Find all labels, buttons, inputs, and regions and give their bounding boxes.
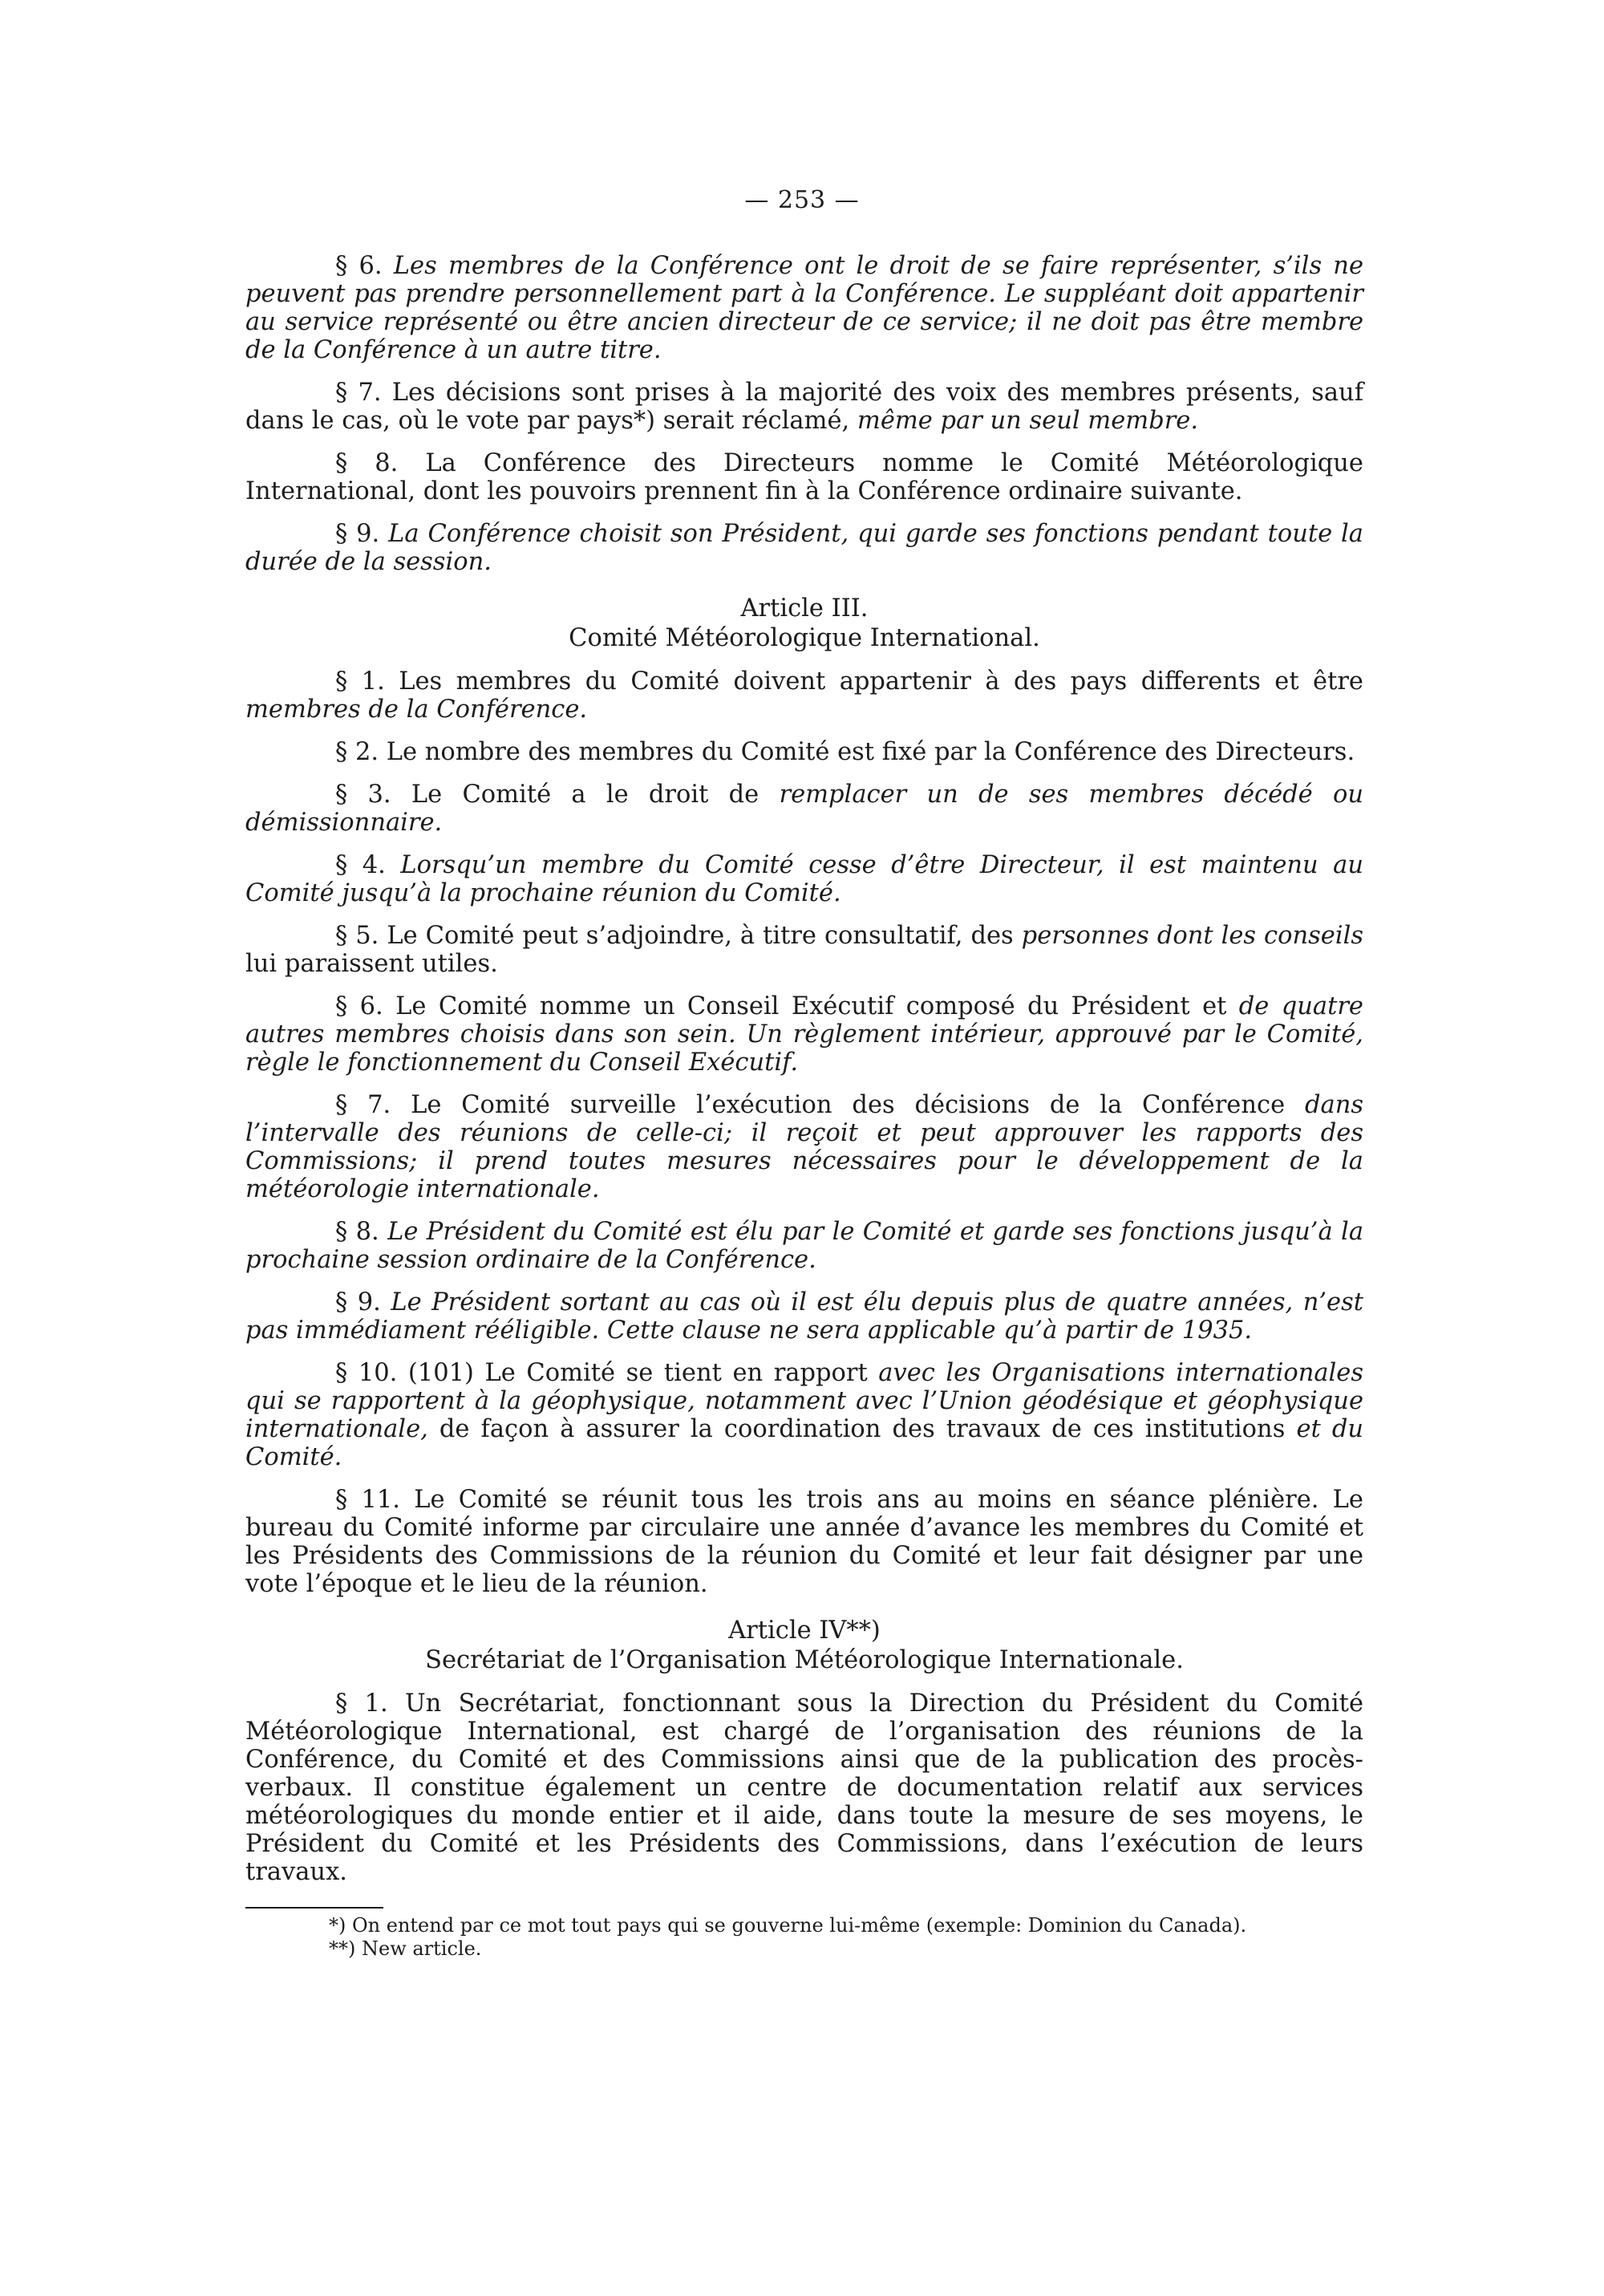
footnote-divider	[245, 1907, 383, 1909]
paragraph-number: § 8.	[335, 449, 426, 477]
paragraph	[245, 1359, 1363, 1471]
article-4-heading	[245, 1616, 1363, 1675]
italic-text: La Conférence choisit son Président, qui garde ses fonctions pendant toute la durée de la session.	[245, 520, 1363, 576]
paragraph	[245, 449, 1363, 505]
italic-text: Le Président sortant au cas où il est élu depuis plus de quatre années, n’est pas immédiament rééligible. Cette clause ne sera applicable qu’à partir de 1935.	[245, 1288, 1363, 1345]
paragraph	[245, 1091, 1363, 1203]
paragraph	[245, 922, 1363, 978]
footnote: **) New article.	[329, 1937, 482, 1960]
italic-text: membres de la Conférence.	[245, 696, 588, 724]
body-text: Le Comité surveille l’exécution des décisions de la Conférence	[411, 1091, 1305, 1119]
paragraph	[245, 379, 1363, 435]
paragraph	[245, 1218, 1363, 1274]
body-text: Le Comité nomme un Conseil Exécutif composé du Président et	[395, 992, 1239, 1020]
document-body	[245, 252, 1363, 1961]
article-subtitle: Comité Météorologique International.	[569, 624, 1040, 652]
italic-text: Le Président du Comité est élu par le Comité et garde ses fonctions jusqu’à la prochaine session ordinaire de la Conférence.	[245, 1218, 1363, 1274]
paragraph-number: § 7.	[335, 379, 392, 407]
body-text: de façon à assurer la coordination des travaux de ces institutions	[427, 1415, 1297, 1443]
body-text: Les décisions sont prises à la majorité des voix des membres présents, sauf dans le cas, où le vote par pays*) serait réclamé,	[245, 379, 1363, 435]
paragraph-number: § 1.	[335, 1690, 405, 1718]
footnote: *) On entend par ce mot tout pays qui se gouverne lui-même (exemple: Dominion du Canada).	[329, 1914, 1247, 1937]
italic-text: remplacer un de ses membres décédé ou démissionnaire.	[245, 781, 1363, 837]
italic-text: Lorsqu’un membre du Comité cesse d’être Directeur, il est maintenu au Comité jusqu’à la prochaine réunion du Comité.	[245, 851, 1363, 907]
paragraph-number: § 6.	[335, 252, 394, 280]
paragraph	[245, 667, 1363, 724]
body-text: lui paraissent utiles.	[245, 950, 498, 978]
body-text: Le Comité se réunit tous les trois ans au moins en séance plénière. Le bureau du Comité informe par circulaire une année d’avance les membres du Comité et les Présidents des Commissions de la réunion du Comité et leur fait désigner par une vote l’époque et le lieu de la réunion.	[245, 1486, 1363, 1598]
italic-text: même par un seul membre.	[857, 407, 1199, 435]
paragraph-number: § 4.	[335, 851, 401, 879]
italic-text: avec les Organisations internationales qui se rapportent à la géophysique, notamment avec l’Union géodésique et géophysique internationale,	[245, 1359, 1363, 1443]
paragraph	[245, 851, 1363, 907]
paragraph	[245, 1288, 1363, 1345]
article-3-heading	[245, 594, 1363, 653]
paragraph	[245, 1486, 1363, 1598]
paragraph	[245, 781, 1363, 837]
paragraph-number: § 6.	[335, 992, 396, 1020]
paragraph-number: § 9.	[335, 520, 389, 548]
paragraph	[245, 738, 1363, 766]
italic-text: de quatre autres membres choisis dans son sein. Un règlement intérieur, approuvé par le Comité, règle le fonctionnement du Conseil Exécutif.	[245, 992, 1363, 1077]
section-article-3	[245, 667, 1363, 1598]
article-title: Article IV**)	[728, 1617, 881, 1645]
page-number: — 253 —	[744, 186, 860, 214]
paragraph-number: § 11.	[335, 1486, 415, 1514]
paragraph-number: § 2.	[335, 738, 387, 766]
paragraph-number: § 8.	[335, 1218, 388, 1246]
paragraph-number: § 7.	[335, 1091, 411, 1119]
body-text: Le Comité a le droit de	[411, 781, 780, 809]
italic-text: personnes dont les conseils	[1021, 922, 1364, 950]
italic-text: et du Comité.	[245, 1415, 1363, 1471]
article-subtitle: Secrétariat de l’Organisation Météorologique Internationale.	[425, 1646, 1184, 1674]
paragraph-number: § 10.	[335, 1359, 408, 1387]
body-text: Les membres du Comité doivent appartenir à des pays differents et être	[399, 667, 1363, 696]
italic-text: dans l’intervalle des réunions de celle-ci; il reçoit et peut approuver les rapports des Commissions; il prend toutes mesures nécessaires pour le développement de la météorologie internationale.	[245, 1091, 1363, 1203]
paragraph	[245, 520, 1363, 576]
paragraph	[245, 252, 1363, 364]
paragraph-number: § 9.	[335, 1288, 391, 1316]
paragraph	[245, 992, 1363, 1077]
paragraph-number: § 1.	[335, 667, 399, 696]
paragraph	[245, 1690, 1363, 1886]
article-title: Article III.	[740, 594, 869, 623]
italic-text: Les membres de la Conférence ont le droit de se faire représenter, s’ils ne peuvent pas prendre personnellement part à la Conférence. Le suppléant doit appartenir au service représenté ou être ancien directeur de ce service; il ne doit pas être membre de la Conférence à un autre titre.	[245, 252, 1363, 364]
body-text: Le Comité peut s’adjoindre, à titre consultatif, des	[387, 922, 1022, 950]
section-article-4	[245, 1690, 1363, 1886]
body-text: Le nombre des membres du Comité est fixé par la Conférence des Directeurs.	[386, 738, 1355, 766]
body-text: Un Secrétariat, fonctionnant sous la Direction du Président du Comité Météorologique International, est chargé de l’organisation des réunions de la Conférence, du Comité et des Commissions ainsi que de la publication des procès-verbaux. Il constitue également un centre de documentation relatif aux services météorologiques du monde entier et il aide, dans toute la mesure de ses moyens, le Président du Comité et les Présidents des Commissions, dans l’exécution de leurs travaux.	[245, 1690, 1363, 1886]
paragraph-number: § 5.	[335, 922, 387, 950]
body-text: (101) Le Comité se tient en rapport	[407, 1359, 879, 1387]
footnotes	[245, 1915, 1363, 1960]
section-article-2-continued	[245, 252, 1363, 576]
paragraph-number: § 3.	[335, 781, 411, 809]
body-text: La Conférence des Directeurs nomme le Comité Météorologique International, dont les pouvoirs prennent fin à la Conférence ordinaire suivante.	[245, 449, 1363, 505]
